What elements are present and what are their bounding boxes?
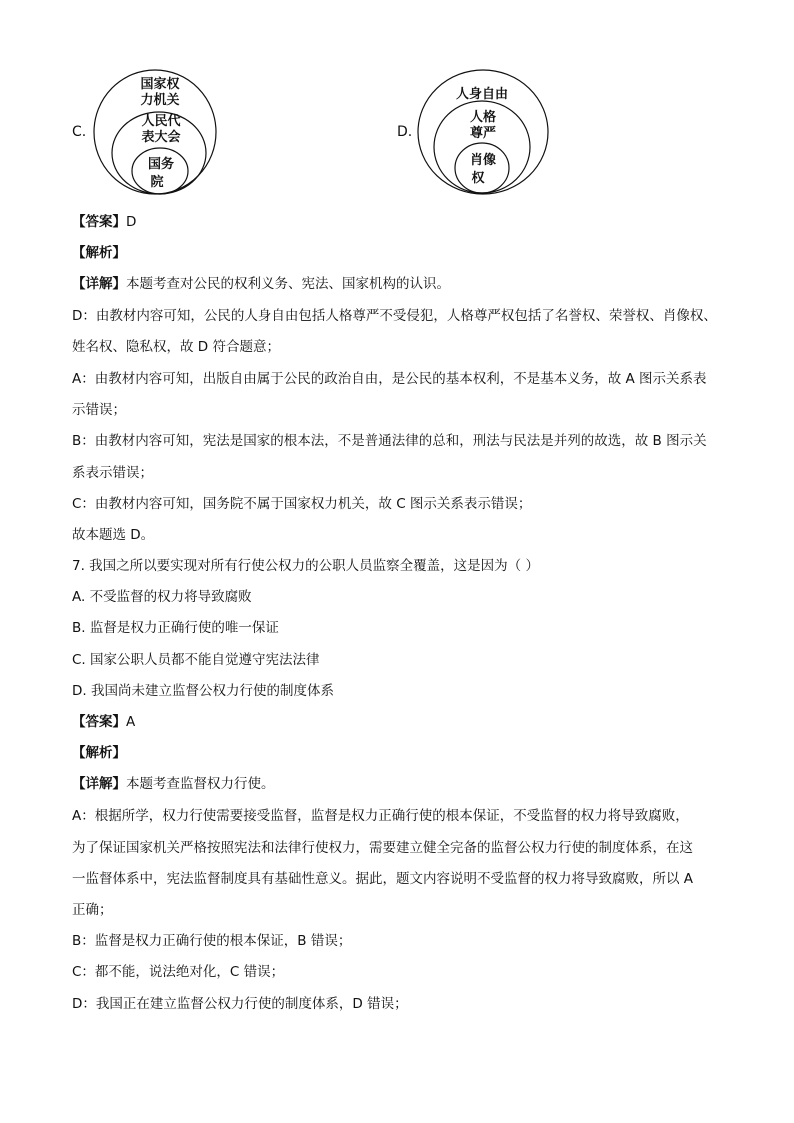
option-c-label: C. xyxy=(72,124,87,140)
inner-label-line1: 国务 xyxy=(147,157,175,172)
middle-label-line2: 表大会 xyxy=(141,130,181,145)
q7-answer: 【答案】A xyxy=(72,714,136,730)
q7-detail-line: 一监督体系中，宪法监督制度具有基础性意义。据此，题文内容说明不受监督的权力将导致腐败，所以 A xyxy=(72,871,694,887)
q6-detail-line: A：由教材内容可知，出版自由属于公民的政治自由，是公民的基本权利，不是基本义务，故 A 图示关系表 xyxy=(72,371,707,387)
outer-label-line1: 国家权 xyxy=(140,77,180,92)
middle-label-line1: 人格 xyxy=(469,110,497,125)
q6-analysis-heading: 【解析】 xyxy=(72,245,126,261)
q6-detail-line: 系表示错误； xyxy=(72,465,153,481)
q6-detail-line: D：由教材内容可知，公民的人身自由包括人格尊严不受侵犯，人格尊严权包括了名誉权、荣誉权、肖像权、 xyxy=(72,308,717,324)
option-d-label: D. xyxy=(397,124,413,140)
q7-option-d: D. 我国尚未建立监督公权力行使的制度体系 xyxy=(72,683,334,699)
q7-option-c: C. 国家公职人员都不能自觉遵守宪法法律 xyxy=(72,652,320,668)
inner-label-line1: 肖像 xyxy=(469,153,497,168)
inner-label-line2: 权 xyxy=(471,171,485,186)
outer-label: 人身自由 xyxy=(455,87,509,102)
q6-detail-line: 姓名权、隐私权，故 D 符合题意； xyxy=(72,339,280,355)
q6-detail-line: B：由教材内容可知，宪法是国家的根本法，不是普通法律的总和，刑法与民法是并列的故选，故 B 图示关 xyxy=(72,433,707,449)
middle-label-line2: 尊严 xyxy=(469,126,497,141)
q7-detail-line: B：监督是权力正确行使的根本保证，B 错误； xyxy=(72,933,352,949)
q7-detail-line: D：我国正在建立监督公权力行使的制度体系，D 错误； xyxy=(72,996,408,1012)
q7-detail-line: 【详解】本题考查监督权力行使。 xyxy=(72,776,275,792)
q7-analysis-heading: 【解析】 xyxy=(72,745,126,761)
q6-detail-line: 【详解】本题考查对公民的权利义务、宪法、国家机构的认识。 xyxy=(72,276,450,292)
q6-detail-line: 故本题选 D。 xyxy=(72,527,155,543)
q7-option-b: B. 监督是权力正确行使的唯一保证 xyxy=(72,620,279,636)
middle-label-line1: 人民代 xyxy=(141,114,181,129)
q7-detail-line: 为了保证国家机关严格按照宪法和法律行使权力，需要建立健全完备的监督公权力行使的制度体系，在这 xyxy=(72,840,693,856)
q6-detail-line: 示错误； xyxy=(72,402,126,418)
diagram-c-nested-circles xyxy=(92,68,218,196)
q6-answer: 【答案】D xyxy=(72,214,137,230)
q7-detail-line: A：根据所学，权力行使需要接受监督，监督是权力正确行使的根本保证，不受监督的权力将导致腐败， xyxy=(72,808,689,824)
q7-option-a: A. 不受监督的权力将导致腐败 xyxy=(72,589,252,605)
q6-detail-line: C：由教材内容可知，国务院不属于国家权力机关，故 C 图示关系表示错误； xyxy=(72,496,532,512)
inner-label-line2: 院 xyxy=(150,175,164,190)
outer-label-line2: 力机关 xyxy=(140,93,180,108)
q7-question: 7. 我国之所以要实现对所有行使公权力的公职人员监察全覆盖，这是因为（ ） xyxy=(72,558,539,574)
diagram-d-nested-circles xyxy=(416,68,550,196)
q7-detail-line: 正确； xyxy=(72,902,113,918)
q7-detail-line: C：都不能，说法绝对化，C 错误； xyxy=(72,964,285,980)
